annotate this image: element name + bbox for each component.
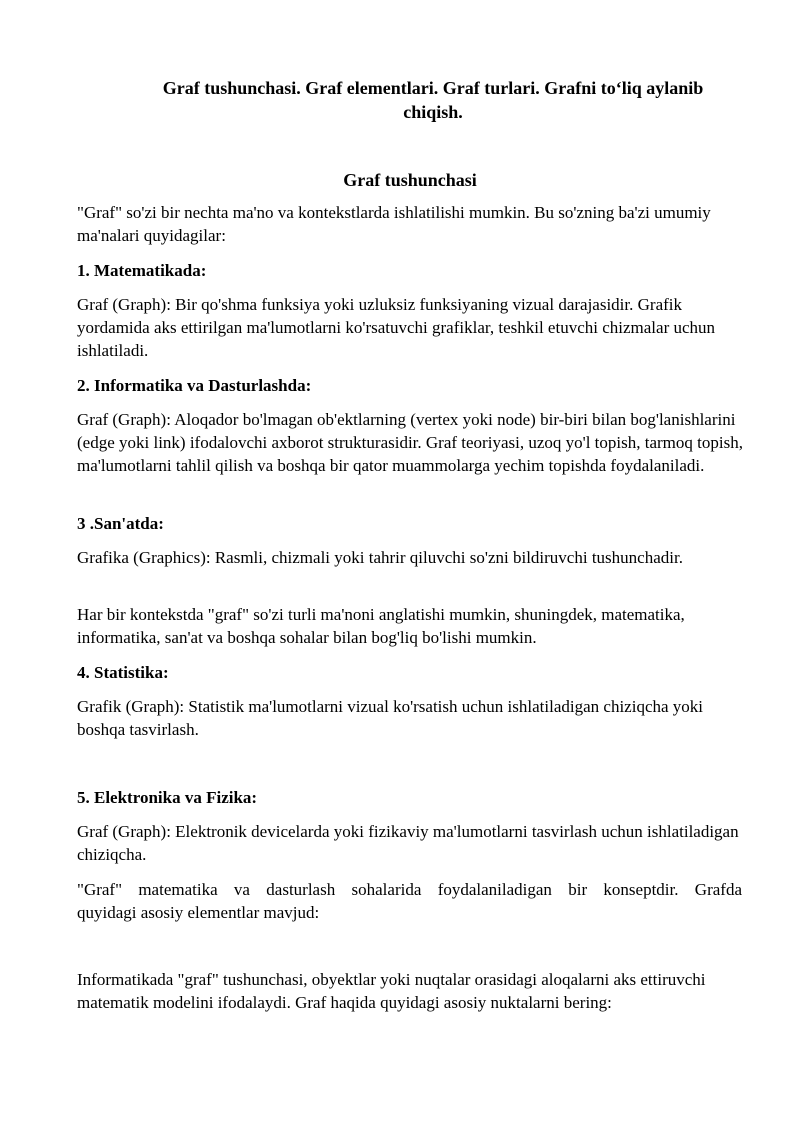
intro-paragraph: "Graf" so'zi bir nechta ma'no va kontekstlarda ishlatilishi mumkin. Bu so'zning ba'zi umumiy ma'nalari quyidagilar: xyxy=(77,203,711,245)
item-text-informatics: Graf (Graph): Aloqador bo'lmagan ob'ektlarning (vertex yoki node) bir-biri bilan bog'lanishlarini (edge yoki link) ifodalovchi axborot strukturasidir. Graf teoriyasi, uzoq yo'l topish, tarmoq topish, ma'lumotlarni tahlil qilish va boshqa bir qator muammolarga yechim topishda foydalaniladi. xyxy=(77,410,743,475)
context-note-paragraph: Har bir kontekstda "graf" so'zi turli ma'noni anglatishi mumkin, shuningdek, matematika, informatika, san'at va boshqa sohalar bilan bog'liq bo'lishi mumkin. xyxy=(77,605,685,647)
document-title: Graf tushunchasi. Graf elementlari. Graf turlari. Grafni to‘liq aylanib chiqish. xyxy=(162,78,704,122)
item-text-mathematics: Graf (Graph): Bir qo'shma funksiya yoki uzluksiz funksiyaning vizual darajasidir. Grafik yordamida aks ettirilgan ma'lumotlarni ko'rsatuvchi grafiklar, teshkil etuvchi chizmalar uchun ishlatiladi. xyxy=(77,295,716,360)
item-heading-statistics: 4. Statistika: xyxy=(77,663,169,682)
item-heading-informatics: 2. Informatika va Dasturlashda: xyxy=(77,376,312,395)
item-text-electronics: Graf (Graph): Elektronik devicelarda yoki fizikaviy ma'lumotlarni tasvirlash uchun ishlatiladigan chiziqcha. xyxy=(77,822,739,864)
item-text-art: Grafika (Graphics): Rasmli, chizmali yoki tahrir qiluvchi so'zni bildiruvchi tushunchadir. xyxy=(77,548,683,567)
concept-paragraph xyxy=(77,878,742,924)
item-heading-electronics: 5. Elektronika va Fizika: xyxy=(77,788,258,807)
closing-paragraph: Informatikada "graf" tushunchasi, obyektlar yoki nuqtalar orasidagi aloqalarni aks ettiruvchi matematik modelini ifodalaydi. Graf haqida quyidagi asosiy nuktalarni bering: xyxy=(77,970,706,1012)
item-heading-mathematics: 1. Matematikada: xyxy=(77,261,207,280)
item-heading-art: 3 .San'atda: xyxy=(77,514,164,533)
item-text-statistics: Grafik (Graph): Statistik ma'lumotlarni vizual ko'rsatish uchun ishlatiladigan chiziqcha yoki boshqa tasvirlash. xyxy=(77,697,704,739)
section-title: Graf tushunchasi xyxy=(343,170,477,190)
concept-line-1: "Graf" matematika va dasturlash sohalarida foydalaniladigan bir konseptdir. Grafda xyxy=(77,880,742,899)
concept-line-2: quyidagi asosiy elementlar mavjud: xyxy=(77,903,320,922)
